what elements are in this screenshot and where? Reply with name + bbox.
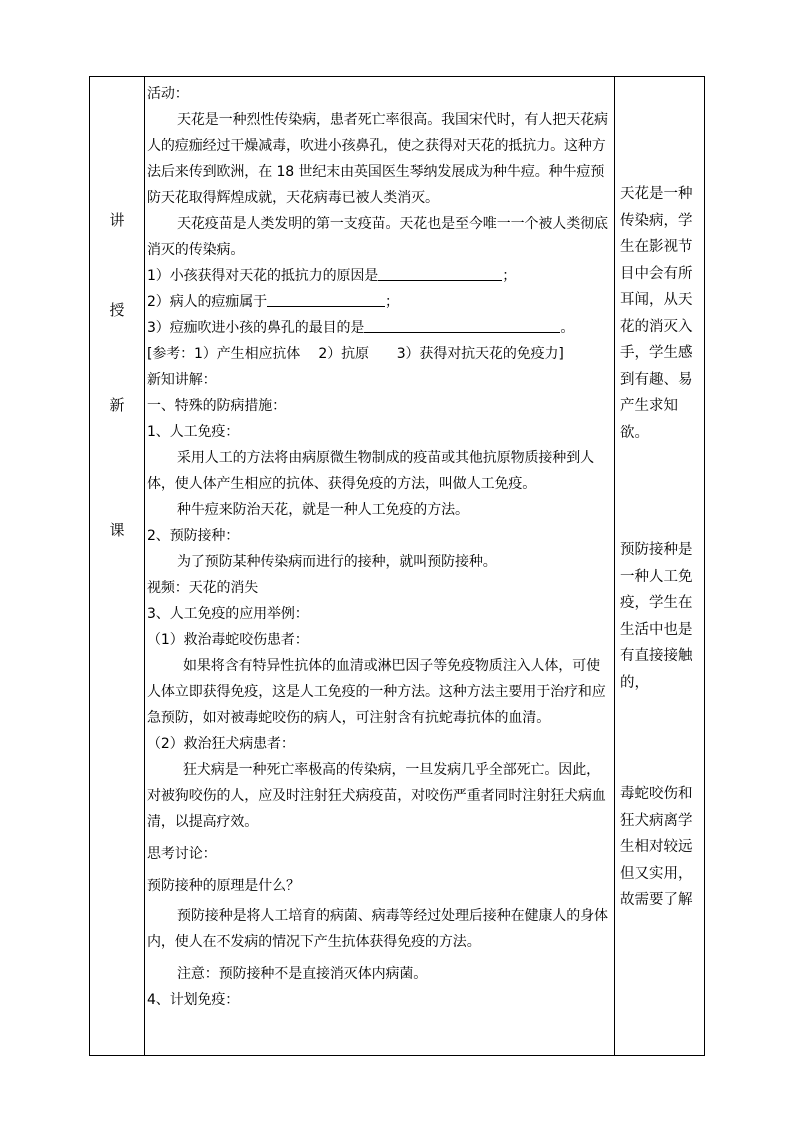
- design-note-2: 预防接种是一种人工免疫，学生在生活中也是有直接接触的，: [620, 542, 693, 691]
- discussion-answer: 预防接种是将人工培育的病菌、病毒等经过处理后接种在健康人的身体内，使人在不发病的情况下产生抗体获得免疫的方法。: [147, 908, 608, 950]
- discussion-label: 思考讨论：: [147, 846, 217, 862]
- section-heading: 一、特殊的防病措施：: [147, 398, 286, 414]
- answer-blank-3: [364, 318, 560, 333]
- video-label: 视频：天花的消失: [147, 580, 259, 596]
- item-2-paragraph: 为了预防某种传染病而进行的接种，就叫预防接种。: [177, 554, 497, 570]
- activity-paragraph-2: 天花疫苗是人类发明的第一支疫苗。天花也是至今唯一一个被人类彻底消灭的传染病。: [147, 216, 608, 258]
- stage-column: [90, 77, 144, 1055]
- item-1-paragraph-2: 种牛痘来防治天花，就是一种人工免疫的方法。: [177, 502, 469, 518]
- reference-answers: [参考：1）产生相应抗体 2）抗原 3）获得对抗天花的免疫力]: [147, 346, 564, 362]
- lesson-table: [89, 76, 705, 1056]
- stage-char-2: 授: [109, 301, 125, 319]
- activity-label: 活动：: [147, 86, 189, 102]
- stage-char-3: 新: [109, 396, 125, 414]
- new-knowledge-label: 新知讲解：: [147, 372, 217, 388]
- design-note-1: 天花是一种传染病，学生在影视节目中会有所耳闻，从天花的消灭入手，学生感到有趣、易产生求知欲。: [620, 186, 693, 441]
- answer-blank-2: [267, 292, 385, 307]
- design-note-3: 毒蛇咬伤和狂犬病离学生相对较远但又实用，故需要了解: [620, 786, 693, 908]
- teaching-content: [147, 81, 611, 1013]
- answer-blank-1: [378, 266, 502, 281]
- question-1: 1）小孩获得对天花的抵抗力的原因是 ；: [147, 268, 517, 284]
- question-3: 3）痘痂吹进小孩的鼻孔的最目的是 。: [147, 320, 575, 336]
- column-divider-left: [144, 77, 145, 1055]
- discussion-question: 预防接种的原理是什么？: [147, 878, 300, 894]
- sub-item-2-paragraph: 狂犬病是一种死亡率极高的传染病，一旦发病几乎全部死亡。因此，对被狗咬伤的人，应及时注射狂犬病疫苗，对咬伤严重者同时注射狂犬病血清，以提高疗效。: [147, 762, 606, 830]
- note: 注意：预防接种不是直接消灭体内病菌。: [177, 966, 428, 982]
- sub-item-1-heading: （1）救治毒蛇咬伤患者：: [147, 632, 309, 648]
- item-3-heading: 3、人工免疫的应用举例：: [147, 606, 309, 622]
- item-1-paragraph-1: 采用人工的方法将由病原微生物制成的疫苗或其他抗原物质接种到人体，使人体产生相应的抗体、获得免疫的方法，叫做人工免疫。: [147, 450, 594, 492]
- stage-char-4: 课: [109, 521, 125, 539]
- item-1-heading: 1、人工免疫：: [147, 424, 240, 440]
- item-4-heading: 4、计划免疫：: [147, 992, 240, 1008]
- activity-paragraph-1: 天花是一种烈性传染病，患者死亡率很高。我国宋代时，有人把天花病人的痘痂经过干燥减毒，吹进小孩鼻孔，使之获得对天花的抵抗力。这种方法后来传到欧洲，在 18 世纪末由英国医生琴纳发展成为种牛痘。种牛痘预防天花取得辉煌成就，天花病毒已被人类消灭。: [147, 112, 608, 206]
- stage-char-1: 讲: [109, 211, 125, 229]
- question-2: 2）病人的痘痂属于 ；: [147, 294, 399, 310]
- sub-item-1-paragraph: 如果将含有特异性抗体的血清或淋巴因子等免疫物质注入人体，可使人体立即获得免疫，这是人工免疫的一种方法。这种方法主要用于治疗和应急预防，如对被毒蛇咬伤的病人，可注射含有抗蛇毒抗体的血清。: [147, 658, 606, 726]
- sub-item-2-heading: （2）救治狂犬病患者：: [147, 736, 295, 752]
- item-2-heading: 2、预防接种：: [147, 528, 240, 544]
- column-divider-right: [614, 77, 615, 1055]
